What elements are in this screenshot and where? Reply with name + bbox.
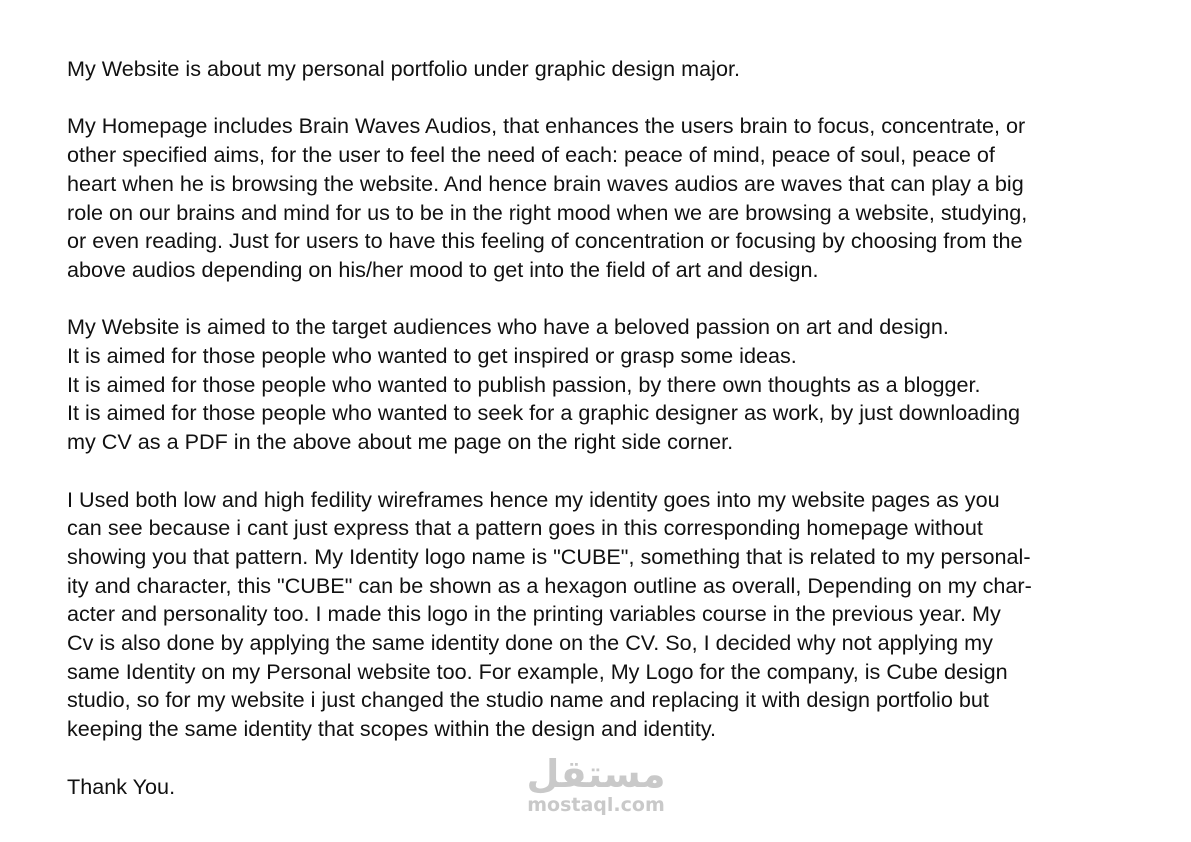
paragraph-intro xyxy=(67,55,1147,84)
text-line: It is aimed for those people who wanted to publish passion, by there own thoughts as a blogger. xyxy=(67,371,981,397)
text-line: studio, so for my website i just changed the studio name and replacing it with design portfolio but xyxy=(67,687,989,713)
text-line: showing you that pattern. My Identity logo name is "CUBE", something that is related to my personal- xyxy=(67,543,1031,569)
paragraph-gap xyxy=(67,84,1147,113)
text-line: My Website is aimed to the target audiences who have a beloved passion on art and design. xyxy=(67,314,949,340)
document-body xyxy=(67,55,1147,801)
text-line: acter and personality too. I made this logo in the printing variables course in the previous year. My xyxy=(67,601,1001,627)
text-line: other specified aims, for the user to feel the need of each: peace of mind, peace of soul, peace of xyxy=(67,142,995,168)
text-line: My Website is about my personal portfolio under graphic design major. xyxy=(67,56,740,81)
paragraph-identity xyxy=(67,486,1147,744)
text-line: or even reading. Just for users to have this feeling of concentration or focusing by choosing from the xyxy=(67,228,1023,254)
text-line: same Identity on my Personal website too. For example, My Logo for the company, is Cube design xyxy=(67,658,1008,684)
paragraph-gap xyxy=(67,457,1147,486)
text-line: I Used both low and high fedility wireframes hence my identity goes into my website pages as you xyxy=(67,486,1000,512)
text-line: It is aimed for those people who wanted to seek for a graphic designer as work, by just downloading xyxy=(67,400,1021,426)
text-line: can see because i cant just express that a pattern goes in this corresponding homepage without xyxy=(67,515,983,541)
text-line: Thank You. xyxy=(67,773,176,799)
text-line: role on our brains and mind for us to be in the right mood when we are browsing a website, studying, xyxy=(67,199,1028,225)
text-line: It is aimed for those people who wanted to get inspired or grasp some ideas. xyxy=(67,343,797,368)
text-line: keeping the same identity that scopes within the design and identity. xyxy=(67,716,717,742)
watermark-latin-text: mostaql.com xyxy=(527,794,665,816)
mostaql-watermark xyxy=(521,752,671,824)
text-line: Cv is also done by applying the same identity done on the CV. So, I decided why not applying my xyxy=(67,630,993,656)
watermark-arabic-text: مستقل xyxy=(526,752,666,796)
paragraph-audience xyxy=(67,313,1147,457)
text-line: ity and character, this "CUBE" can be shown as a hexagon outline as overall, Depending on my char- xyxy=(67,572,1032,598)
text-line: heart when he is browsing the website. And hence brain waves audios are waves that can play a big xyxy=(67,170,1024,196)
text-line: My Homepage includes Brain Waves Audios, that enhances the users brain to focus, concentrate, or xyxy=(67,113,1026,139)
paragraph-homepage xyxy=(67,112,1147,284)
text-line: my CV as a PDF in the above about me page on the right side corner. xyxy=(67,429,734,455)
text-line: above audios depending on his/her mood to get into the field of art and design. xyxy=(67,256,819,282)
paragraph-gap xyxy=(67,285,1147,314)
